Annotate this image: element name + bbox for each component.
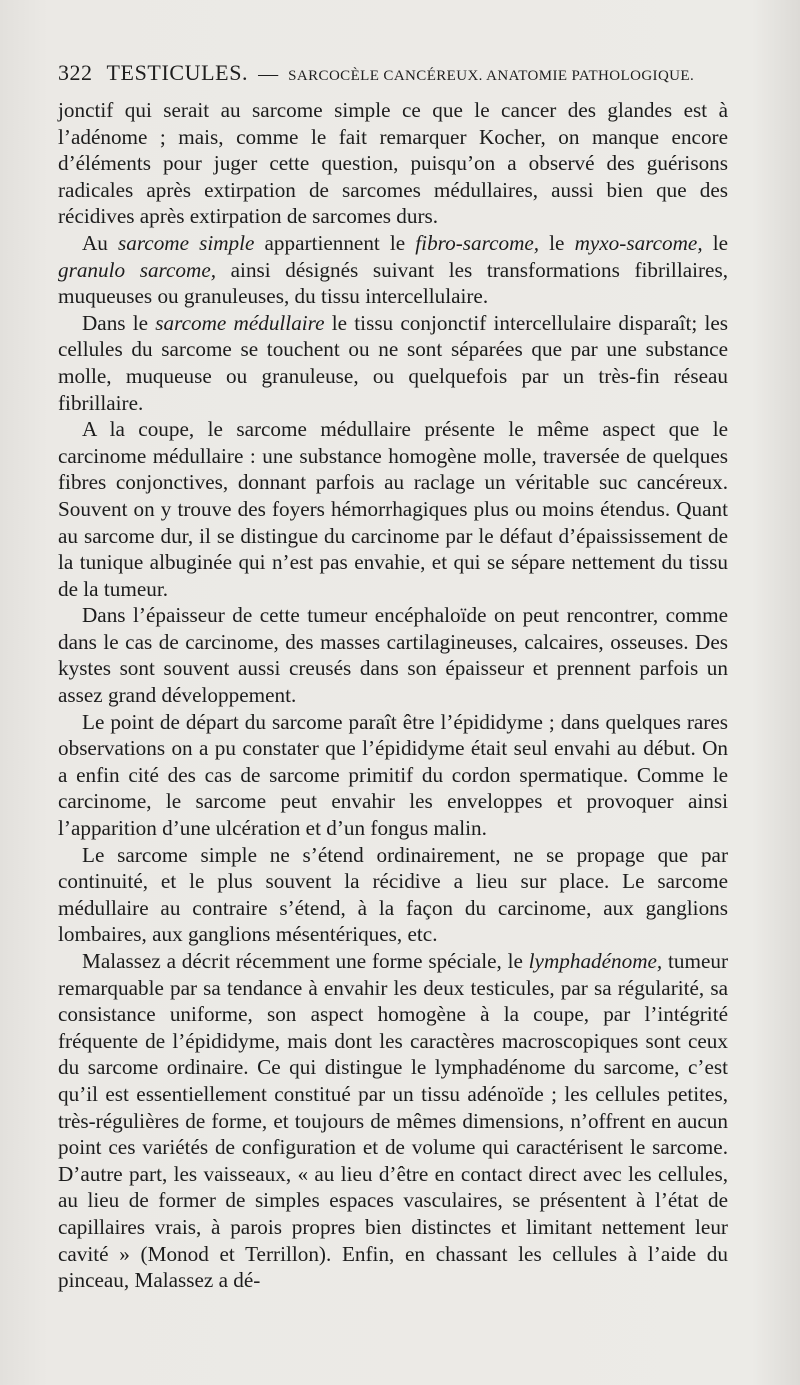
running-header <box>58 60 738 90</box>
p2-text-2: appartiennent le <box>254 230 416 255</box>
section-title: SARCOCÈLE CANCÉREUX. ANATOMIE PATHOLOGIQUE. <box>288 68 695 84</box>
p3-text-1: Dans le <box>82 310 156 335</box>
p2-text-5: ainsi désignés suivant les transformations fibrillaires, muqueuses ou granuleuses, du tissu intercellulaire. <box>58 257 729 309</box>
term-sarcome-simple: sarcome simple <box>118 230 255 255</box>
paragraph-1: jonctif qui serait au sarcome simple ce que le cancer des glandes est à l’adénome ; mais, comme le fait remarquer Kocher, on manque encore d’éléments pour juger cette question, puisqu’on a observé des guérisons radicales après extirpation de sarcomes médullaires, aussi bien que des récidives après extirpation de sarcomes durs. <box>58 98 728 229</box>
paragraph-4: A la coupe, le sarcome médullaire présente le même aspect que le carcinome médullaire : une substance homogène molle, traversée de quelques fibres conjonctives, donnant parfois au raclage un véritable suc cancéreux. Souvent on y trouve des foyers hémorrhagiques plus ou moins étendus. Quant au sarcome dur, il se distingue du carcinome par le défaut d’épaississement de la tunique albuginée qui n’est pas envahie, et qui se sépare nettement du tissu de la tumeur. <box>58 417 728 601</box>
paragraph-5: Dans l’épaisseur de cette tumeur encéphaloïde on peut rencontrer, comme dans le cas de carcinome, des masses cartilagineuses, calcaires, osseuses. Des kystes sont souvent aussi creusés dans son épaisseur et prennent parfois un assez grand développement. <box>58 603 728 708</box>
p2-text-3: le <box>539 230 575 255</box>
running-title: TESTICULES. <box>106 60 249 85</box>
term-fibro-sarcome: fibro-sarcome, <box>415 230 540 255</box>
header-dash: — <box>258 63 279 85</box>
p8-text-2: tumeur remarquable par sa tendance à envahir les deux testicules, par sa régularité, sa consistance uniforme, son aspect homogène à la coupe, par l’intégrité fréquente de l’épididyme, mais dont les caractères macroscopiques sont ceux du sarcome ordinaire. Ce qui distingue le lymphadénome du sarcome, c’est qu’il est essentiellement constitué par un tissu adénoïde ; les cellules petites, très-régulières de forme, et toujours de mêmes dimensions, n’offrent en aucun point ces variétés de configuration et de volume qui caractérisent le sarcome. D’autre part, les vaisseaux, « au lieu d’être en contact direct avec les cellules, au lieu de former de simples espaces vasculaires, se présentent à l’état de capillaires vrais, à parois propres bien distinctes et limitant nettement leur cavité » (Monod et Terrillon). Enfin, en chassant les cellules à l’aide du pinceau, Malassez a dé- <box>58 949 729 1293</box>
paragraph-7: Le sarcome simple ne s’étend ordinairement, ne se propage que par continuité, et le plus souvent la récidive a lieu sur place. Le sarcome médullaire au contraire s’étend, à la façon du carcinome, aux ganglions lombaires, aux ganglions mésentériques, etc. <box>58 842 728 947</box>
p8-text-1: Malassez a décrit récemment une forme spéciale, le <box>82 949 529 973</box>
term-sarcome-medullaire: sarcome médullaire <box>155 310 325 335</box>
paragraph-6: Le point de départ du sarcome paraît être l’épididyme ; dans quelques rares observations on a pu constater que l’épididyme était seul envahi au début. On a enfin cité des cas de sarcome primitif du cordon spermatique. Comme le carcinome, le sarcome peut envahir les enveloppes et provoquer ainsi l’apparition d’une ulcération et d’un fongus malin. <box>58 709 728 841</box>
paragraph-3 <box>58 310 728 416</box>
p2-text-1: Au <box>82 230 118 255</box>
page-number: 322 <box>58 60 93 85</box>
term-granulo-sarcome: granulo sarcome, <box>58 257 217 282</box>
body-text <box>58 97 728 1294</box>
term-myxo-sarcome: myxo-sarcome, <box>574 230 703 255</box>
p3-text-2: le tissu conjonctif intercellulaire disparaît; les cellules du sarcome se touchent ou ne sont séparées que par une substance molle, muqueuse ou granuleuse, ou quelquefois par un très-fin réseau fibrillaire. <box>58 310 728 415</box>
paragraph-2 <box>58 230 728 310</box>
paragraph-8 <box>58 948 728 1294</box>
term-lymphadenome: lymphadénome, <box>528 949 663 973</box>
p2-text-4: le <box>702 230 729 255</box>
